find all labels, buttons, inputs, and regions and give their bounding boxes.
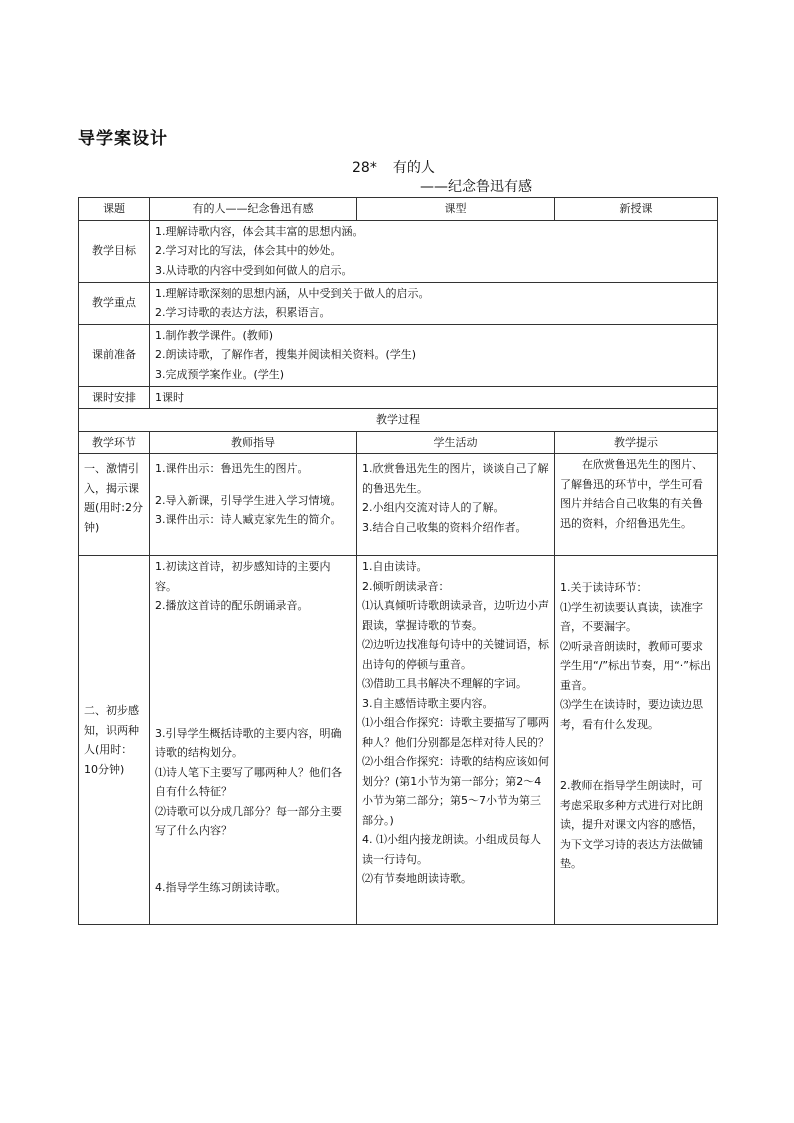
student-item: 1.欣赏鲁迅先生的图片，谈谈自己了解的鲁迅先生。: [362, 462, 549, 495]
tip-item: 2.教师在指导学生朗读时，可考虑采取多种方式进行对比朗读，提升对课文内容的感悟，为下文学习诗的表达方法做铺垫。: [560, 779, 703, 870]
topic-value: 有的人——纪念鲁迅有感: [150, 198, 357, 221]
goal-item: 3.从诗歌的内容中受到如何做人的启示。: [155, 263, 353, 277]
teacher-item: ⑴诗人笔下主要写了哪两种人？他们各自有什么特征？: [155, 765, 342, 798]
row-prep: [79, 324, 718, 386]
prep-item: 1.制作教学课件。(教师): [155, 328, 274, 342]
student-item: ⑴认真倾听诗歌朗读录音，边听边小声跟读，掌握诗歌的节奏。: [362, 599, 549, 632]
schedule-label: 课时安排: [79, 386, 150, 409]
student-item: ⑵有节奏地朗读诗歌。: [362, 872, 472, 885]
focus-item: 1.理解诗歌深刻的思想内涵，从中受到关于做人的启示。: [155, 286, 430, 300]
student-item: ⑵小组合作探究：诗歌的结构应该如何划分？(第1小节为第一部分；第2～4小节为第二部分；第5～7小节为第三部分。): [362, 755, 549, 827]
row-focus: [79, 282, 718, 324]
lesson-number: 28*: [352, 160, 377, 176]
teacher-item: 2.导入新课，引导学生进入学习情境。: [155, 493, 342, 507]
tip-item: ⑵听录音朗读时，教师可要求学生用“/”标出节奏，用“·”标出重音。: [560, 639, 711, 692]
goal-item: 2.学习对比的写法，体会其中的妙处。: [155, 244, 342, 257]
step1-stage: 一、激情引入，揭示课题(用时:2分钟): [79, 454, 150, 556]
step1-tip: [555, 454, 718, 556]
step2-tips: [555, 556, 718, 925]
step2-student: [357, 556, 555, 925]
lesson-subtitle: ——纪念鲁迅有感: [420, 179, 532, 195]
student-item: 3.结合自己收集的资料介绍作者。: [362, 520, 527, 534]
column-header-student: 学生活动: [357, 431, 555, 454]
student-item: 2.小组内交流对诗人的了解。: [362, 501, 505, 514]
teacher-item: 1.初读这首诗，初步感知诗的主要内容。: [155, 560, 331, 593]
focus-item: 2.学习诗歌的表达方法，积累语言。: [155, 306, 331, 319]
tip-item: 在欣赏鲁迅先生的图片、了解鲁迅的环节中，学生可看图片并结合自己收集的有关鲁迅的资料，介绍鲁迅先生。: [560, 458, 703, 530]
type-value: 新授课: [555, 198, 718, 221]
student-item: 3.自主感悟诗歌主要内容。: [362, 696, 494, 710]
teacher-item: 3.课件出示：诗人臧克家先生的简介。: [155, 513, 342, 526]
step2-stage: 二、初步感知，识两种人(用时：10分钟): [79, 556, 150, 925]
teacher-item: 2.播放这首诗的配乐朗诵录音。: [155, 599, 309, 612]
step2-teacher: [150, 556, 357, 925]
student-item: 2.倾听朗读录音：: [362, 579, 450, 593]
prep-label: 课前准备: [79, 324, 150, 386]
step1-teacher: [150, 454, 357, 556]
prep-item: 3.完成预学案作业。(学生): [155, 367, 285, 381]
row-goals: [79, 220, 718, 282]
row-column-headers: [79, 431, 718, 454]
process-header: 教学过程: [79, 409, 718, 432]
tip-item: ⑶学生在读诗时，要边读边思考，看有什么发现。: [560, 698, 703, 731]
goal-item: 1.理解诗歌内容，体会其丰富的思想内涵。: [155, 224, 364, 238]
tip-item: 1.关于读诗环节：: [560, 581, 648, 594]
row-topic: [79, 198, 718, 221]
type-label: 课型: [357, 198, 555, 221]
prep-item: 2.朗读诗歌，了解作者，搜集并阅读相关资料。(学生): [155, 348, 417, 361]
column-header-teacher: 教师指导: [150, 431, 357, 454]
student-item: ⑴小组合作探究：诗歌主要描写了哪两种人？他们分别都是怎样对待人民的？: [362, 716, 549, 749]
schedule-value: 1课时: [150, 386, 718, 409]
focus-content: [150, 282, 718, 324]
teacher-item: ⑵诗歌可以分成几部分？每一部分主要写了什么内容？: [155, 804, 342, 837]
student-item: ⑶借助工具书解决不理解的字词。: [362, 677, 527, 690]
row-process-header: [79, 409, 718, 432]
goals-label: 教学目标: [79, 220, 150, 282]
step1-student: [357, 454, 555, 556]
column-header-stage: 教学环节: [79, 431, 150, 454]
lesson-name: 有的人: [392, 160, 435, 176]
goals-content: [150, 220, 718, 282]
prep-content: [150, 324, 718, 386]
row-step-2: [79, 556, 718, 925]
student-item: ⑵边听边找准每句诗中的关键词语，标出诗句的停顿与重音。: [362, 638, 549, 671]
teacher-item: 1.课件出示：鲁迅先生的图片。: [155, 462, 309, 475]
lesson-title: [352, 157, 435, 177]
lesson-plan-table: [78, 197, 718, 925]
column-header-tips: 教学提示: [555, 431, 718, 454]
teacher-item: 3.引导学生概括诗歌的主要内容，明确诗歌的结构划分。: [155, 726, 342, 759]
row-schedule: [79, 386, 718, 409]
row-step-1: [79, 454, 718, 556]
topic-label: 课题: [79, 198, 150, 221]
student-item: 4. ⑴小组内接龙朗读。小组成员每人读一行诗句。: [362, 833, 541, 866]
teacher-item: 4.指导学生练习朗读诗歌。: [155, 880, 287, 894]
tip-item: ⑴学生初读要认真读，读准字音，不要漏字。: [560, 600, 703, 633]
student-item: 1.自由读诗。: [362, 560, 428, 573]
document-title: 导学案设计: [78, 129, 168, 149]
focus-label: 教学重点: [79, 282, 150, 324]
